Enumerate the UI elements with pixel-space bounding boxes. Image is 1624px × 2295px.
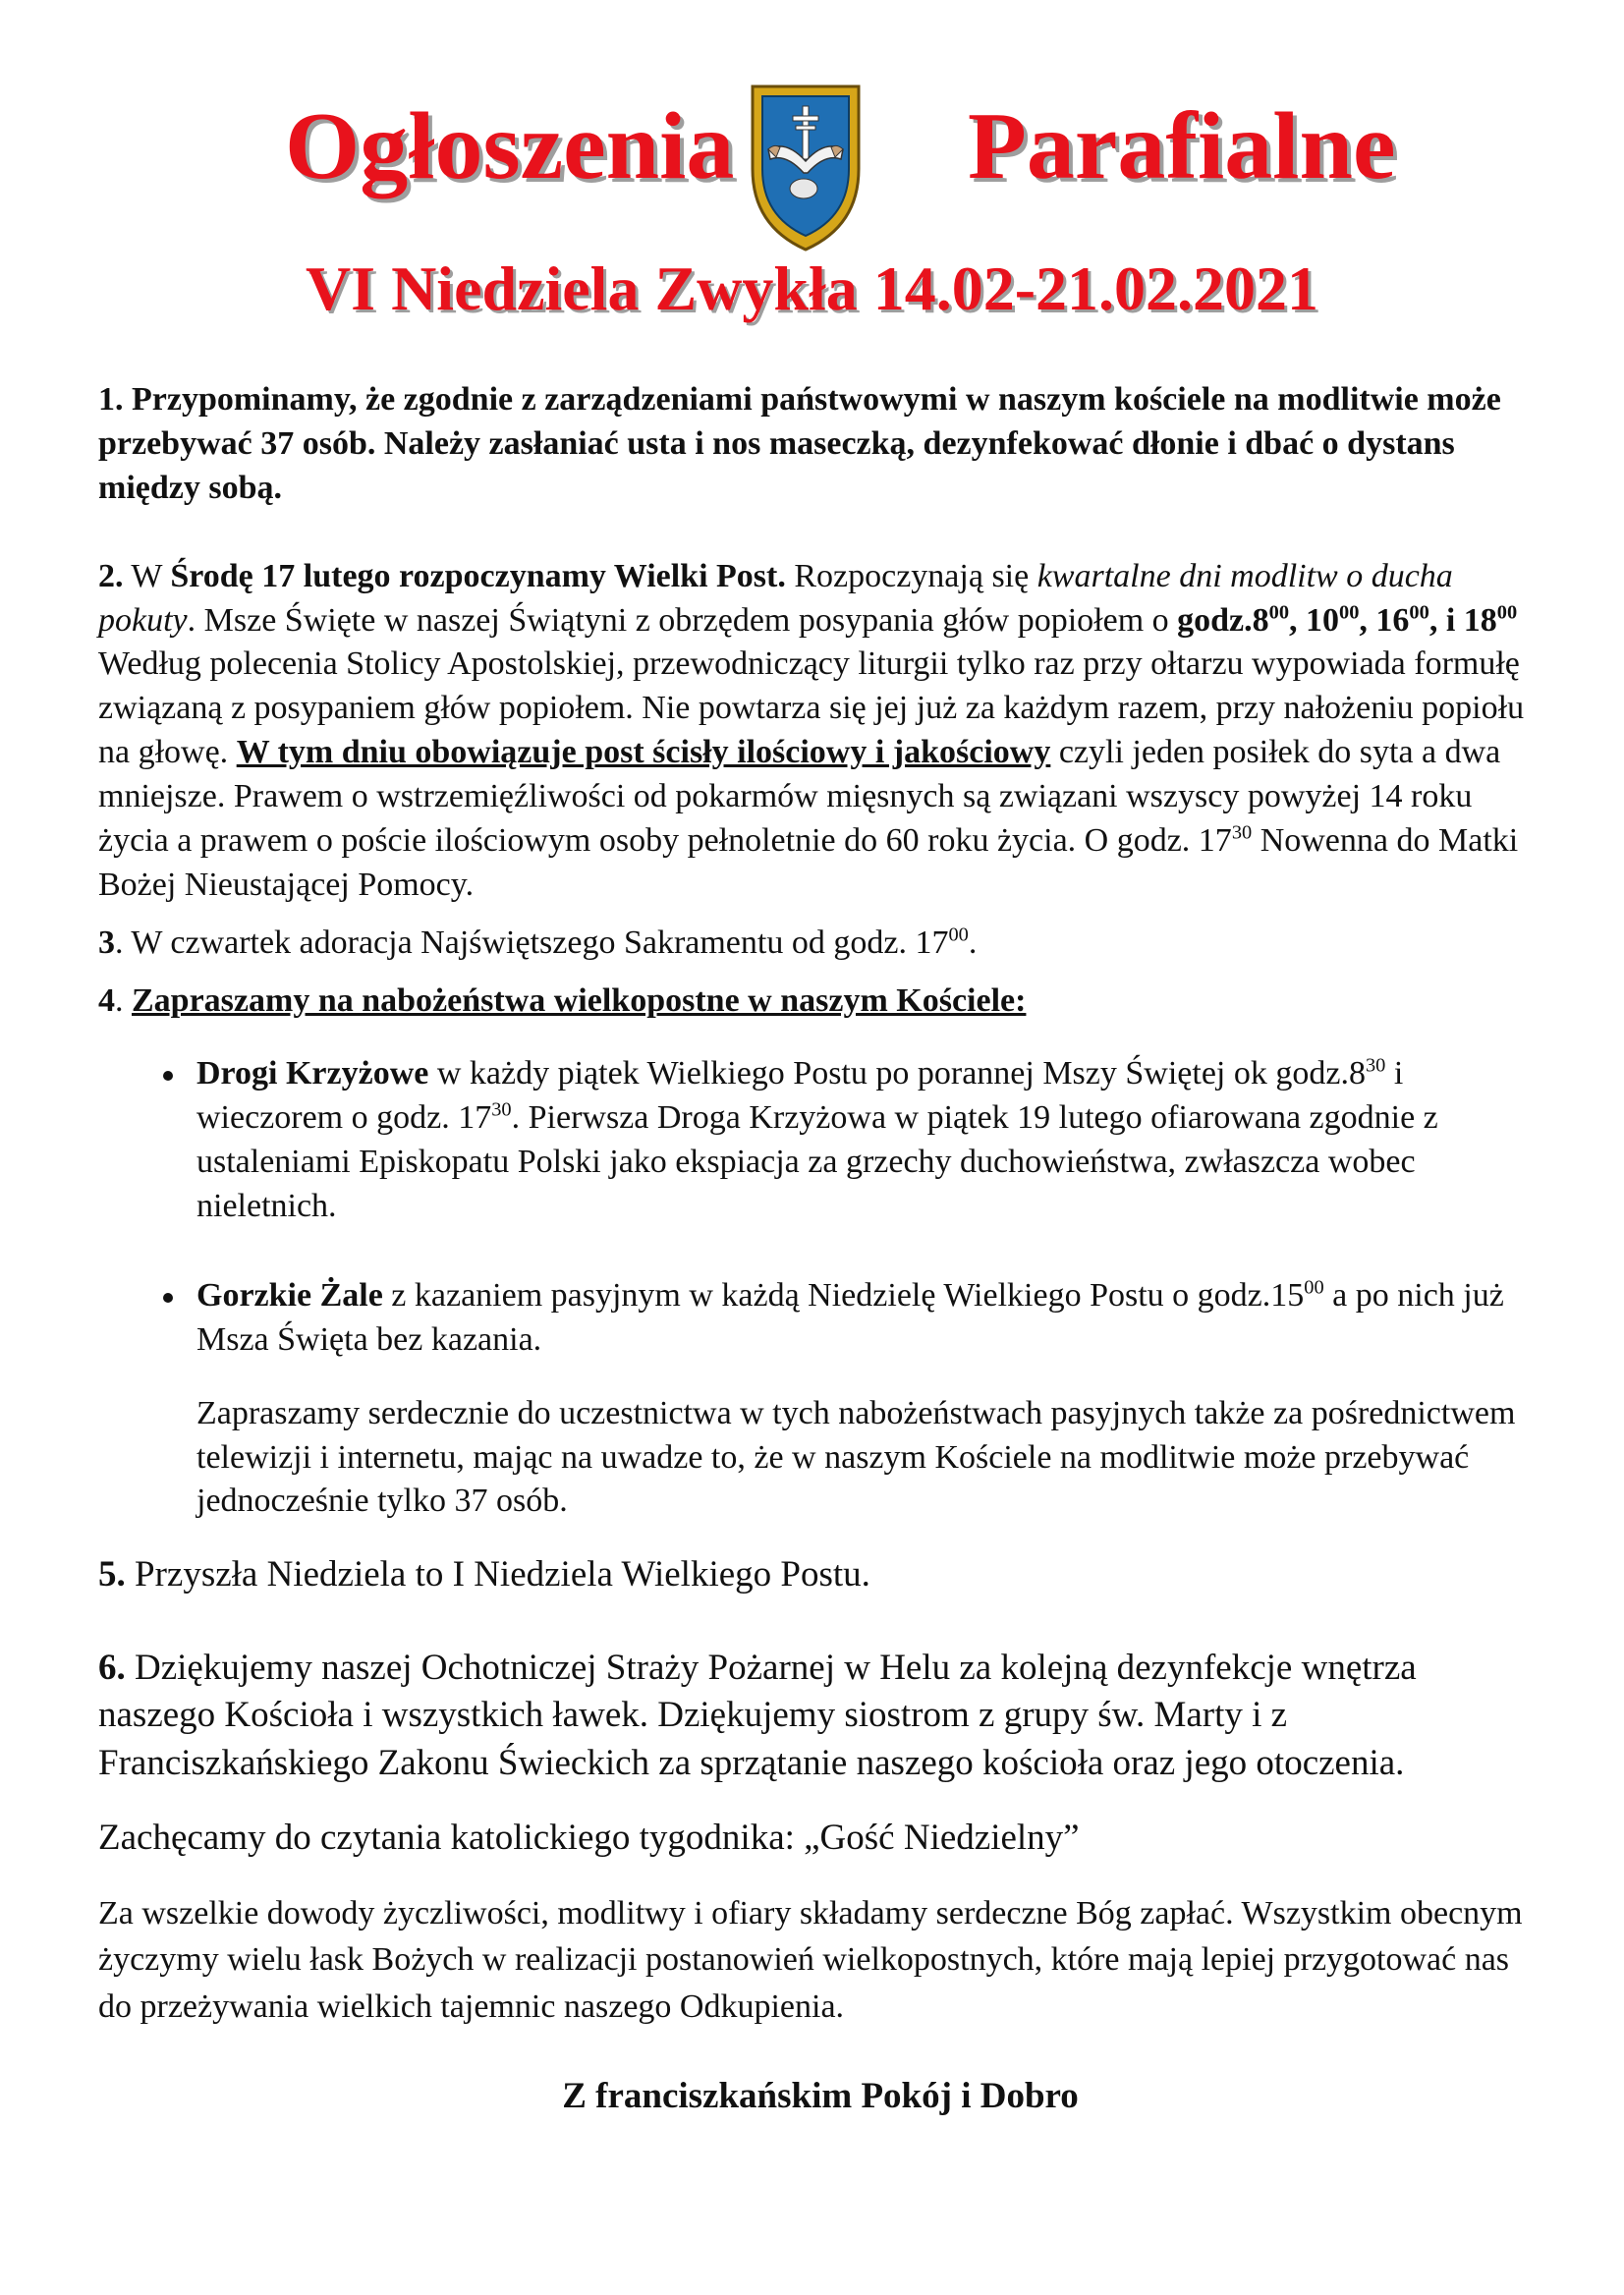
lent-services-list	[98, 1052, 1542, 1362]
closing-greeting: Z franciszkańskim Pokój i Dobro	[562, 2076, 1079, 2117]
title-right: Parafialne	[968, 93, 1396, 199]
lent-services-heading: Zapraszamy na nabożeństwa wielkopostne w naszym Kościele:	[132, 981, 1027, 1019]
announcements	[98, 378, 1542, 2117]
page-header	[0, 59, 1624, 255]
title-left: Ogłoszenia	[285, 93, 735, 199]
list-item: Drogi Krzyżowe w każdy piątek Wielkiego Postu po porannej Mszy Świętej ok $godz.8^{30}$ i wieczorem o godz. $17^{30}$. Pierwsza Droga Krzyżowa w piątek 19 lutego ofiarowana zgodnie z ustaleniami Episkopatu Polski jako ekspiacja za grzechy duchowieństwa, zwłaszcza wobec nieletnich.	[98, 1052, 1542, 1229]
bullet-icon	[163, 1071, 173, 1081]
strict-fast-note: W tym dniu obowiązuje post ścisły ilościowy i jakościowy	[236, 734, 1051, 771]
bullet-icon	[163, 1293, 173, 1303]
announcement-4: 4. Zapraszamy na nabożeństwa wielkopostne w naszym Kościele:	[98, 981, 1027, 1019]
magazine-recommendation: Zachęcamy do czytania katolickiego tygodnika: „Gość Niedzielny”	[98, 1818, 1080, 1859]
parish-crest-icon	[747, 79, 865, 255]
announcement-2: 2. W Środę 17 lutego rozpoczynamy Wielki Post. Rozpoczynają się kwartalne dni modlitw o ducha pokuty. Msze Święte w naszej Świątyni z obrzędem posypania głów popiołem o $godz.8^{00}$, $10^{00}$, $16^{00}$, i $18^{00}$ Według polecenia Stolicy Apostolskiej, przewodniczący liturgii tylko raz przy ołtarzu wypowiada formułę związaną z posypaniem głów popiołem. Nie powtarza się jej już za każdym razem, przy nałożeniu popiołu na głowę. W tym dniu obowiązuje post ścisły ilościowy i jakościowy czyli jeden posiłek do syta a dwa mniejsze. Prawem o wstrzemięźliwości od pokarmów mięsnych są związani wszyscy powyżej 14 roku życia a prawem o poście ilościowym osoby pełnoletnie do 60 roku życia. O godz. $17^{30}$ Nowenna do Matki Bożej Nieustającej Pomocy.	[98, 557, 1525, 903]
announcement-5: 5. Przyszła Niedziela to I Niedziela Wielkiego Postu.	[98, 1554, 870, 1595]
services-invitation: Zapraszamy serdecznie do uczestnictwa w tych nabożeństwach pasyjnych także za pośrednictwem telewizji i internetu, mając na uwadze to, że w naszym Kościele na modlitwie może przebywać jednocześnie tylko 37 osób.	[196, 1394, 1516, 1520]
list-item: Gorzkie Żale z kazaniem pasyjnym w każdą Niedzielę Wielkiego Postu o $godz.15^{00}$ a po nich już Msza Święta bez kazania.	[98, 1274, 1542, 1363]
announcement-6: 6. Dziękujemy naszej Ochotniczej Straży Pożarnej w Helu za kolejną dezynfekcje wnętrza naszego Kościoła i wszystkich ławek. Dziękujemy siostrom z grupy św. Marty i z Franciszkańskiego Zakonu Świeckich za sprzątanie naszego kościoła oraz jego otoczenia.	[98, 1647, 1417, 1783]
announcement-3: 3. W czwartek adoracja Najświętszego Sakramentu od godz. $17^{00}$.	[98, 924, 978, 961]
thanks-paragraph: Za wszelkie dowody życzliwości, modlitwy i ofiary składamy serdeczne Bóg zapłać. Wszystkim obecnym życzymy wielu łask Bożych w realizacji postanowień wielkopostnych, które mają lepiej przygotować nas do przeżywania wielkich tajemnic naszego Odkupienia.	[98, 1894, 1523, 2025]
announcement-1: 1. Przypominamy, że zgodnie z zarządzeniami państwowymi w naszym kościele na modlitwie może przebywać 37 osób. Należy zasłaniać usta i nos maseczką, dezynfekować dłonie i dbać o dystans między sobą.	[98, 381, 1501, 506]
page-subtitle: VI Niedziela Zwykła 14.02-21.02.2021	[305, 253, 1319, 323]
